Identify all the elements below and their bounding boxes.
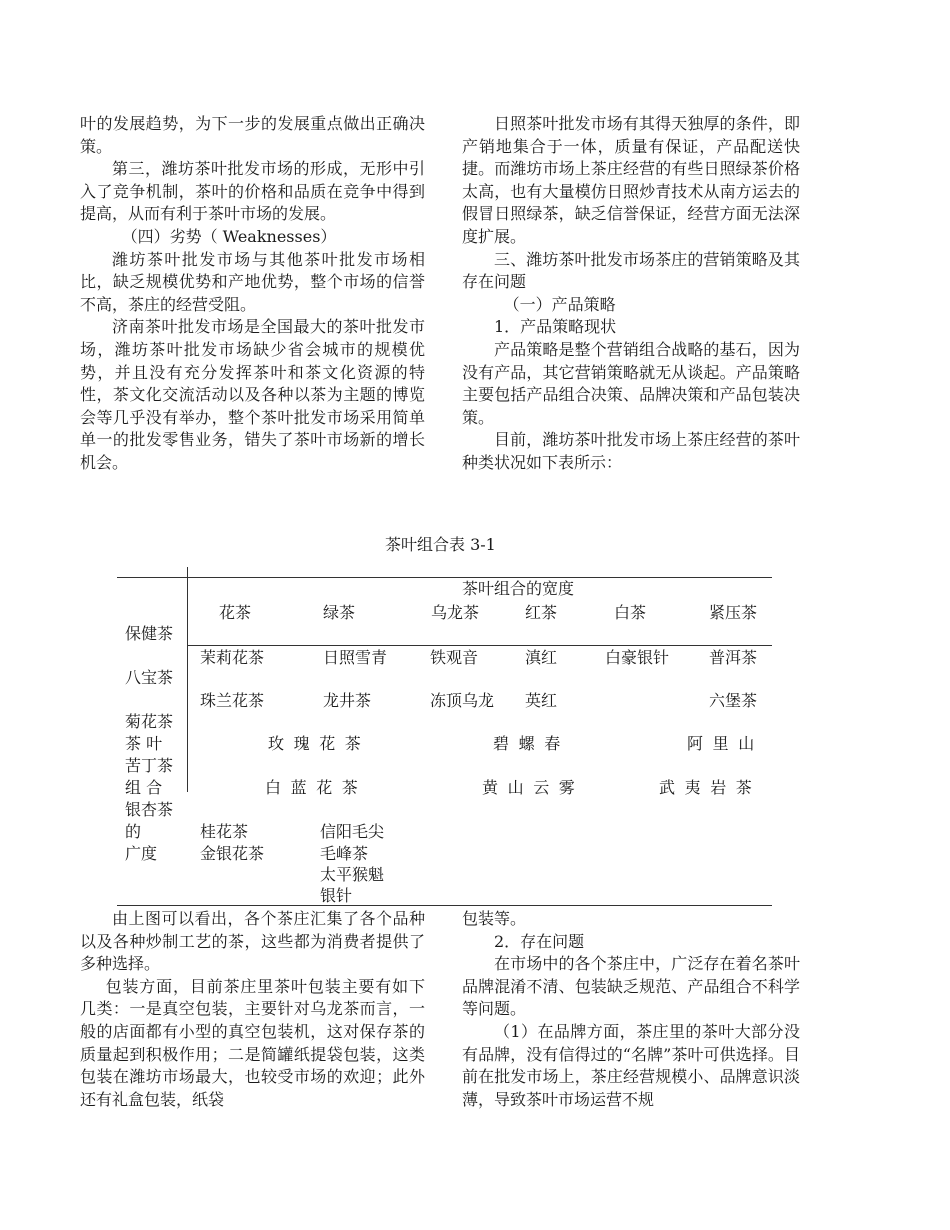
paragraph: 包装等。 [462, 909, 527, 928]
paragraph: 产品策略是整个营销组合战略的基石，因为没有产品，其它营销策略就无从谈起。产品策略主要包括产品组合决策、品牌决策和产品包装决策。 [462, 339, 800, 427]
table-cell: 普洱茶 [709, 648, 758, 667]
table-vertical-rule [187, 567, 188, 792]
table-cell: 黄山云雾 [482, 778, 585, 797]
table-cell: 太平猴魁 [320, 865, 385, 884]
left-column-top [80, 113, 425, 475]
subsection-heading: （一）产品策略 [503, 294, 616, 314]
table-cell: 白豪银针 [605, 648, 670, 667]
paragraph: 在市场中的各个茶庄中，广泛存在着名茶叶品牌混淆不清、包装缺乏规范、产品组合不科学等问题。 [462, 954, 800, 1019]
paragraph: 济南茶叶批发市场是全国最大的茶叶批发市场，潍坊茶叶批发市场缺少省会城市的规模优势，并且没有充分发挥茶叶和茶文化资源的特性，茶文化交流活动以及各种以茶为主题的博览会等几乎没有举办，整个茶叶批发市场采用简单单一的批发零售业务，错失了茶叶市场新的增长机会。 [80, 317, 425, 472]
table-cell: 武夷岩茶 [659, 778, 762, 797]
row-label: 苦丁茶 [125, 756, 174, 775]
table-cell: 玫瑰花茶 [268, 734, 371, 753]
paragraph: 第三，潍坊茶叶批发市场的形成，无形中引入了竞争机制，茶叶的价格和品质在竞争中得到提高，从而有利于茶叶市场的发展。 [80, 159, 425, 224]
table-cell: 英红 [525, 691, 558, 710]
table-top-rule [117, 577, 772, 578]
paragraph: 潍坊茶叶批发市场与其他茶叶批发市场相比，缺乏规模优势和产地优势，整个市场的信誉不高，茶庄的经营受阻。 [80, 249, 425, 314]
table-cell: 滇红 [525, 648, 558, 667]
subsection-heading: 1．产品策略现状 [494, 317, 617, 337]
column-header: 绿茶 [323, 603, 356, 622]
paragraph: 日照茶叶批发市场有其得天独厚的条件，即产销地集合于一体，质量有保证，产品配送快捷。而潍坊市场上茶庄经营的有些日照绿茶价格太高，也有大量模仿日照炒青技术从南方运去的假冒日照绿茶，缺乏信誉保证，经营方面无法深度扩展。 [462, 114, 800, 246]
column-header: 红茶 [525, 603, 558, 622]
right-column-top [462, 113, 800, 475]
table-cell: 六堡茶 [709, 691, 758, 710]
paragraph: 叶的发展趋势，为下一步的发展重点做出正确决策。 [80, 114, 425, 156]
width-title: 茶叶组合的宽度 [462, 579, 575, 598]
row-label: 八宝茶 [125, 668, 174, 687]
table-cell: 珠兰花茶 [200, 691, 265, 710]
table-cell: 铁观音 [430, 648, 479, 667]
section-heading: 三、潍坊茶叶批发市场茶庄的营销策略及其存在问题 [462, 249, 800, 292]
table-cell: 白蓝花茶 [265, 778, 368, 797]
table-header-rule [187, 645, 772, 646]
paragraph: 由上图可以看出，各个茶庄汇集了各个品种以及各种炒制工艺的茶，这些都为消费者提供了多种选择。 [80, 909, 425, 974]
column-header: 紧压茶 [709, 603, 758, 622]
table-caption: 茶叶组合表 3-1 [385, 535, 496, 554]
table-cell: 信阳毛尖 [320, 822, 385, 841]
table-bottom-rule [117, 905, 772, 906]
table-cell: 银针 [320, 886, 353, 905]
table-cell: 金银花茶 [200, 844, 265, 863]
table-cell: 碧螺春 [493, 734, 570, 753]
section-heading: （四）劣势（ Weaknesses） [121, 226, 337, 246]
paragraph: 目前，潍坊茶叶批发市场上茶庄经营的茶叶种类状况如下表所示： [462, 430, 800, 472]
table-cell: 毛峰茶 [320, 844, 369, 863]
table-cell: 阿里山 [687, 734, 764, 753]
table-cell: 日照雪青 [323, 648, 388, 667]
column-header: 白茶 [614, 603, 647, 622]
table-cell: 桂花茶 [200, 822, 249, 841]
subsection-heading: 2．存在问题 [494, 931, 585, 951]
table-cell: 冻顶乌龙 [430, 691, 495, 710]
row-label: 组 合 [125, 778, 163, 797]
column-header: 乌龙茶 [431, 603, 480, 622]
table-cell: 茉莉花茶 [200, 648, 265, 667]
table-cell: 龙井茶 [323, 691, 372, 710]
row-label: 银杏茶 [125, 800, 174, 819]
row-label: 广度 [125, 844, 158, 863]
column-header: 花茶 [219, 603, 252, 622]
row-label: 茶 叶 [125, 734, 163, 753]
paragraph: （1）在品牌方面，茶庄里的茶叶大部分没有品牌，没有信得过的“名牌”茶叶可供选择。目前在批发市场上，茶庄经营规模小、品牌意识淡薄，导致茶叶市场运营不规 [462, 1021, 800, 1109]
row-label: 菊花茶 [125, 712, 174, 731]
paragraph: 包装方面，目前茶庄里茶叶包装主要有如下几类：一是真空包装，主要针对乌龙茶而言，一般的店面都有小型的真空包装机，这对保存茶的质量起到积极作用；二是简罐纸提袋包装，这类包装在潍坊市场最大，也较受市场的欢迎；此外还有礼盒包装，纸袋 [80, 976, 425, 1109]
row-label: 的 [125, 822, 142, 841]
right-column-bottom [462, 908, 800, 1111]
row-label: 保健茶 [125, 624, 174, 643]
left-column-bottom [80, 908, 425, 1111]
